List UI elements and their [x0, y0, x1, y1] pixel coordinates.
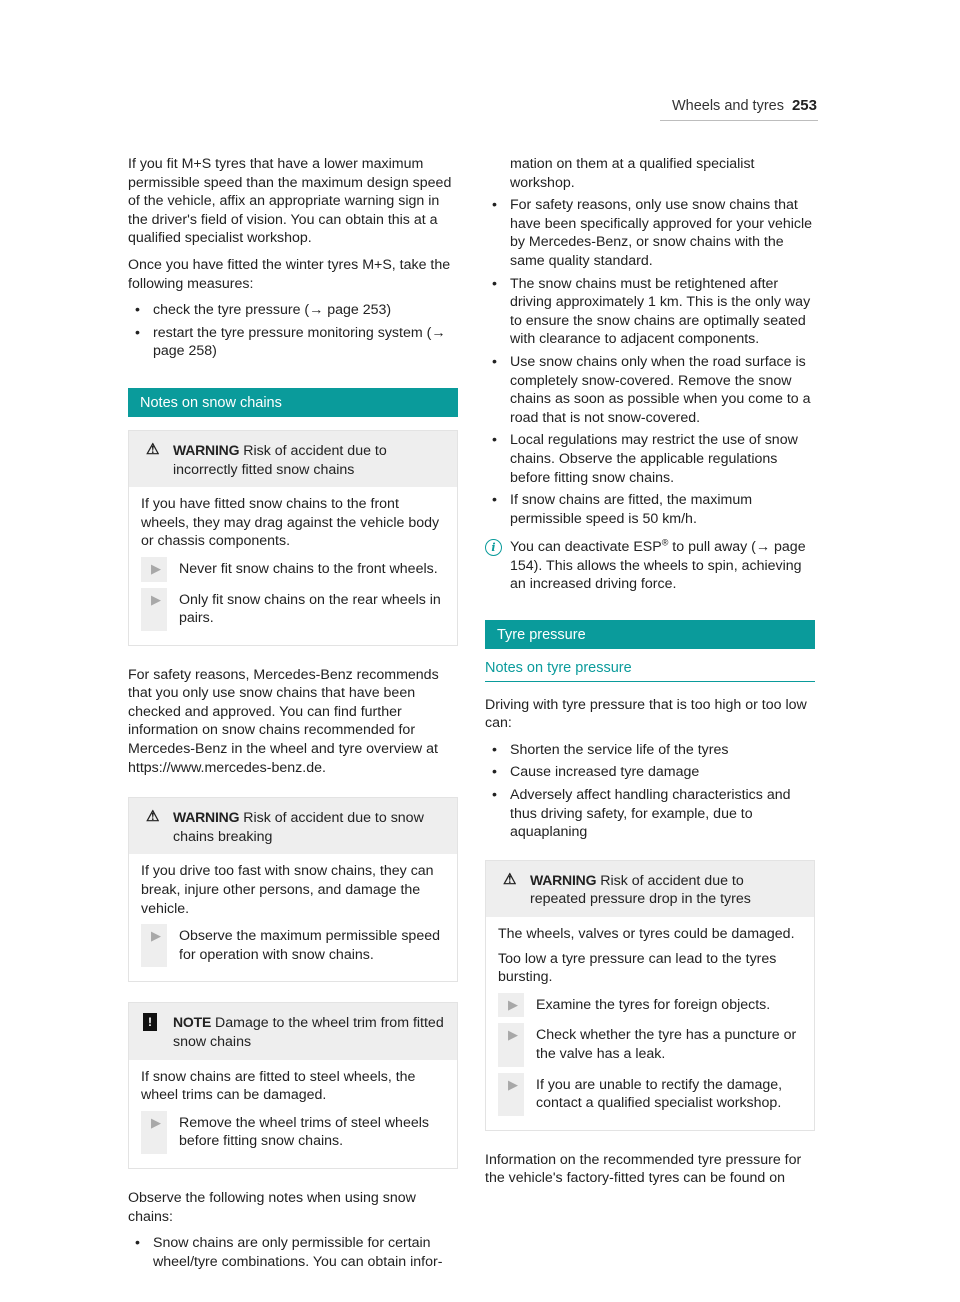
warning-keyword: WARNING: [530, 871, 597, 888]
info-icon: i: [485, 539, 502, 556]
list-item: • Cause increased tyre damage: [492, 764, 700, 781]
bullet-icon: •: [492, 741, 497, 758]
bullet-icon: •: [135, 1235, 140, 1252]
intro-paragraph: If you fit M+S tyres that have a lower maximum permissible speed than the maximum design speed of the vehicle, affix an appropriate warning sign in the driver's field of vision. You can obtain this at a qualified specialist workshop.: [128, 156, 452, 247]
warning-text: If you drive too fast with snow chains, they can break, injure other persons, and damage the vehicle.: [141, 863, 434, 917]
info-paragraph: Information on the recommended tyre pressure for the vehicle's factory-fitted tyres can be found on: [485, 1151, 802, 1187]
warning-keyword: WARNING: [173, 809, 240, 826]
bullet-icon: •: [492, 275, 497, 292]
measures-list: [128, 301, 458, 361]
driving-paragraph: Driving with tyre pressure that is too high or too low can:: [485, 696, 807, 732]
pressure-effects-list: [485, 741, 815, 842]
warning-title: Risk of accident due to repeated pressure drop in the tyres: [530, 872, 751, 908]
bullet-icon: •: [492, 787, 497, 804]
exclamation-icon: !: [143, 1013, 157, 1031]
step-arrow-icon: ▶: [151, 560, 161, 576]
instruction-step: ▶ Never fit snow chains to the front wheels.: [141, 557, 445, 582]
section-heading-snow-chains: Notes on snow chains: [128, 388, 458, 417]
list-item: • Adversely affect handling characteristics and thus driving safety, for example, due to aquaplaning: [492, 787, 791, 841]
bullet-icon: •: [135, 324, 140, 341]
instruction-step: ▶ Check whether the tyre has a puncture or the valve has a leak.: [498, 1023, 802, 1066]
warning-box-chains-breaking: [128, 797, 458, 982]
bullet-icon: •: [492, 492, 497, 509]
measures-intro: Once you have fitted the winter tyres M+S, take the following measures:: [128, 256, 451, 292]
bullet-icon: •: [492, 197, 497, 214]
warning-text: The wheels, valves or tyres could be damaged.: [498, 926, 795, 942]
section-name: Wheels and tyres: [671, 98, 784, 114]
snow-chain-notes-list: [128, 1234, 458, 1271]
instruction-step: ▶ If you are unable to rectify the damage, contact a qualified specialist workshop.: [498, 1073, 802, 1116]
step-arrow-icon: ▶: [151, 928, 161, 944]
note-text: If snow chains are fitted to steel wheels, the wheel trims can be damaged.: [141, 1068, 416, 1104]
right-column: [485, 155, 815, 1196]
warning-title: Risk of accident due to snow chains breaking: [173, 810, 424, 845]
bullet-icon: •: [492, 353, 497, 370]
instruction-step: ▶ Remove the wheel trims of steel wheels before fitting snow chains.: [141, 1111, 445, 1154]
instruction-step: ▶ Observe the maximum permissible speed for operation with snow chains.: [141, 924, 445, 967]
warning-triangle-icon: ⚠: [503, 870, 517, 888]
warning-box-pressure-drop: [485, 860, 815, 1131]
note-title: Damage to the wheel trim from fitted snow chains: [173, 1015, 444, 1050]
instruction-step: ▶ Examine the tyres for foreign objects.: [498, 993, 802, 1018]
warning-text: If you have fitted snow chains to the front wheels, they may drag against the vehicle body or chassis components.: [141, 496, 440, 550]
snow-chain-notes-list-cont: [485, 155, 815, 528]
note-box-wheel-trim: [128, 1002, 458, 1169]
warning-box-incorrect-fitting: [128, 430, 458, 646]
list-item: • For safety reasons, only use snow chains that have been specifically approved for your vehicle by Mercedes-Benz, or snow chains with the same quality standard.: [492, 197, 813, 269]
page-header: [672, 97, 817, 116]
page-number: 253: [791, 97, 817, 114]
warning-title: Risk of accident due to incorrectly fitted snow chains: [173, 442, 387, 478]
subsection-heading-tyre-pressure-notes: Notes on tyre pressure: [485, 659, 815, 682]
step-arrow-icon: ▶: [508, 1027, 518, 1043]
instruction-step: ▶ Only fit snow chains on the rear wheels in pairs.: [141, 588, 445, 631]
warning-text: Too low a tyre pressure can lead to the tyres bursting.: [498, 950, 777, 986]
list-item: • The snow chains must be retightened after driving approximately 1 km. This is the only way to ensure the snow chains are optimally seated with clearance to adjacent components.: [492, 275, 811, 348]
list-item: mation on them at a qualified specialist workshop.: [510, 156, 755, 191]
list-item: • Use snow chains only when the road surface is completely snow-covered. Remove the snow chains as soon as possible when you come to a road that is not snow-covered.: [492, 353, 811, 426]
warning-keyword: WARNING: [173, 441, 240, 458]
left-column: [128, 155, 458, 1279]
list-item: • Snow chains are only permissible for certain wheel/tyre combinations. You can obtain infor-: [135, 1235, 443, 1270]
step-arrow-icon: ▶: [151, 1114, 161, 1130]
observe-paragraph: Observe the following notes when using snow chains:: [128, 1189, 416, 1225]
list-item: • Shorten the service life of the tyres: [492, 741, 729, 758]
note-keyword: NOTE: [173, 1014, 212, 1031]
bullet-icon: •: [492, 764, 497, 781]
safety-paragraph: For safety reasons, Mercedes-Benz recommends that you only use snow chains that have been checked and approved. You can find further information on snow chains recommended for Mercedes-Benz in the wheel and tyre overview at https://www.mercedes-benz.de.: [128, 666, 439, 776]
warning-triangle-icon: ⚠: [146, 440, 160, 458]
step-arrow-icon: ▶: [151, 591, 161, 607]
header-divider: [660, 120, 818, 121]
step-arrow-icon: ▶: [508, 1076, 518, 1092]
warning-triangle-icon: ⚠: [146, 808, 160, 826]
list-item: • Local regulations may restrict the use of snow chains. Observe the applicable regulations before fitting snow chains.: [492, 432, 798, 486]
bullet-icon: •: [492, 432, 497, 449]
bullet-icon: •: [135, 302, 140, 319]
section-heading-tyre-pressure: Tyre pressure: [485, 620, 815, 649]
info-tip: i You can deactivate ESP® to pull away (→ page 154). This allows the wheels to spin, achieving an increased driving force.: [485, 538, 815, 594]
step-arrow-icon: ▶: [508, 996, 518, 1012]
list-item: • restart the tyre pressure monitoring system (→ page 258): [135, 324, 446, 360]
list-item: • If snow chains are fitted, the maximum permissible speed is 50 km/h.: [492, 492, 753, 527]
list-item: • check the tyre pressure (→ page 253): [135, 302, 392, 319]
